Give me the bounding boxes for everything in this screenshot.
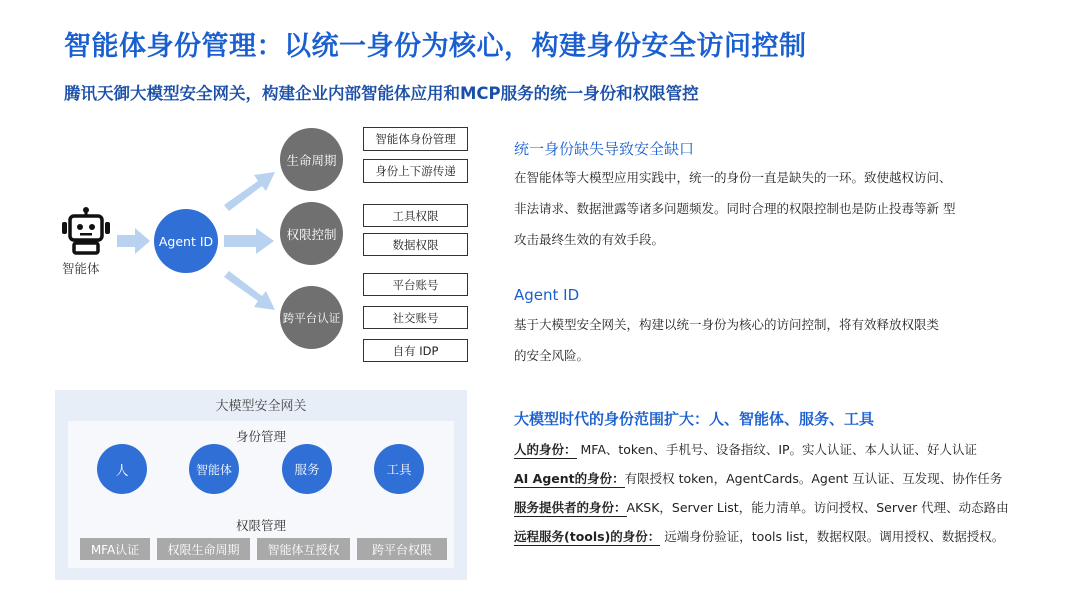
flow-tool [374, 444, 424, 494]
sec1-body [514, 162, 955, 255]
item-own-idp: 自有 IDP [363, 339, 468, 362]
flow-tool-label: 工具 [386, 462, 412, 477]
sec2-line: 的安全风险。 [514, 348, 590, 363]
branch-crossplatform-label: 跨平台认证 [282, 310, 341, 325]
flow-service-label: 服务 [294, 462, 320, 477]
flow-agent [189, 444, 239, 494]
sec1-line: 非法请求、数据泄露等诸多问题频发。同时合理的权限控制也是防止投毒等新 型 [514, 201, 956, 216]
sec2-line: 基于大模型安全网关，构建以统一身份为核心的访问控制，将有效释放权限类 [514, 317, 940, 332]
identity-label: AI Agent的身份： [514, 471, 625, 486]
identity-line-tools [514, 527, 1004, 545]
identity-text: 远端身份验证，tools list，数据权限。调用授权、数据授权。 [660, 529, 1005, 544]
gateway-title: 大模型安全网关 [215, 399, 307, 414]
sec3-title: 大模型时代的身份范围扩大：人、智能体、服务、工具 [514, 410, 875, 428]
identity-line-provider [514, 498, 1009, 516]
branch-crossplatform [280, 286, 343, 349]
identity-label: 服务提供者的身份： [514, 500, 627, 515]
branch-lifecycle [280, 128, 343, 191]
agent-id-circle [154, 209, 218, 273]
identity-text: MFA、token、手机号、设备指纹、IP。实人认证、本人认证、好人认证 [576, 442, 978, 457]
identity-text: 有限授权 token，AgentCards。Agent 互认证、互发现、协作任务 [624, 471, 1003, 486]
perm-agent-mutual: 智能体互授权 [257, 538, 350, 560]
item-platform-account: 平台账号 [363, 273, 468, 296]
flow-service [282, 444, 332, 494]
identity-line-agent [514, 469, 1002, 487]
item-identity-propagation: 身份上下游传递 [363, 159, 468, 183]
sec1-line: 攻击最终生效的有效手段。 [514, 232, 665, 247]
item-tool-permission: 工具权限 [363, 204, 468, 227]
arrow-robot-to-agent [117, 228, 150, 254]
perm-lifecycle: 权限生命周期 [157, 538, 250, 560]
branch-permission-label: 权限控制 [286, 226, 337, 242]
identity-line-human [514, 440, 977, 458]
perm-mfa: MFA认证 [80, 538, 150, 560]
flow-agent-label: 智能体 [195, 462, 232, 477]
sec2-body [514, 309, 939, 371]
page-subtitle: 腾讯天御大模型安全网关，构建企业内部智能体应用和MCP服务的统一身份和权限管控 [64, 84, 699, 103]
identity-text: AKSK，Server List，能力清单。访问授权、Server 代理、动态路由 [626, 500, 1009, 515]
robot-icon [60, 207, 112, 257]
sec1-title: 统一身份缺失导致安全缺口 [514, 140, 695, 158]
agent-id-label: Agent ID [158, 233, 214, 249]
arrow-agent-to-permission [224, 228, 274, 254]
branch-lifecycle-label: 生命周期 [286, 152, 337, 168]
identity-mgmt-title: 身份管理 [235, 429, 286, 444]
flow-human [97, 444, 147, 494]
identity-label: 远程服务(tools)的身份： [514, 529, 661, 544]
robot-label: 智能体 [62, 261, 100, 276]
sec2-title: Agent ID [514, 286, 580, 304]
arrow-agent-to-lifecycle [224, 172, 275, 211]
sec1-line: 在智能体等大模型应用实践中，统一的身份一直是缺失的一环。致使越权访问、 [514, 170, 952, 185]
item-agent-identity-mgmt: 智能体身份管理 [363, 127, 468, 151]
identity-label: 人的身份： [514, 442, 577, 457]
item-social-account: 社交账号 [363, 306, 468, 329]
arrow-agent-to-crossplatform [224, 271, 275, 310]
perm-crossplatform: 跨平台权限 [357, 538, 447, 560]
branch-permission [280, 202, 343, 265]
flow-human-label: 人 [115, 463, 129, 479]
page-title: 智能体身份管理：以统一身份为核心，构建身份安全访问控制 [64, 31, 807, 62]
perm-mgmt-title: 权限管理 [235, 518, 286, 533]
item-data-permission: 数据权限 [363, 233, 468, 256]
